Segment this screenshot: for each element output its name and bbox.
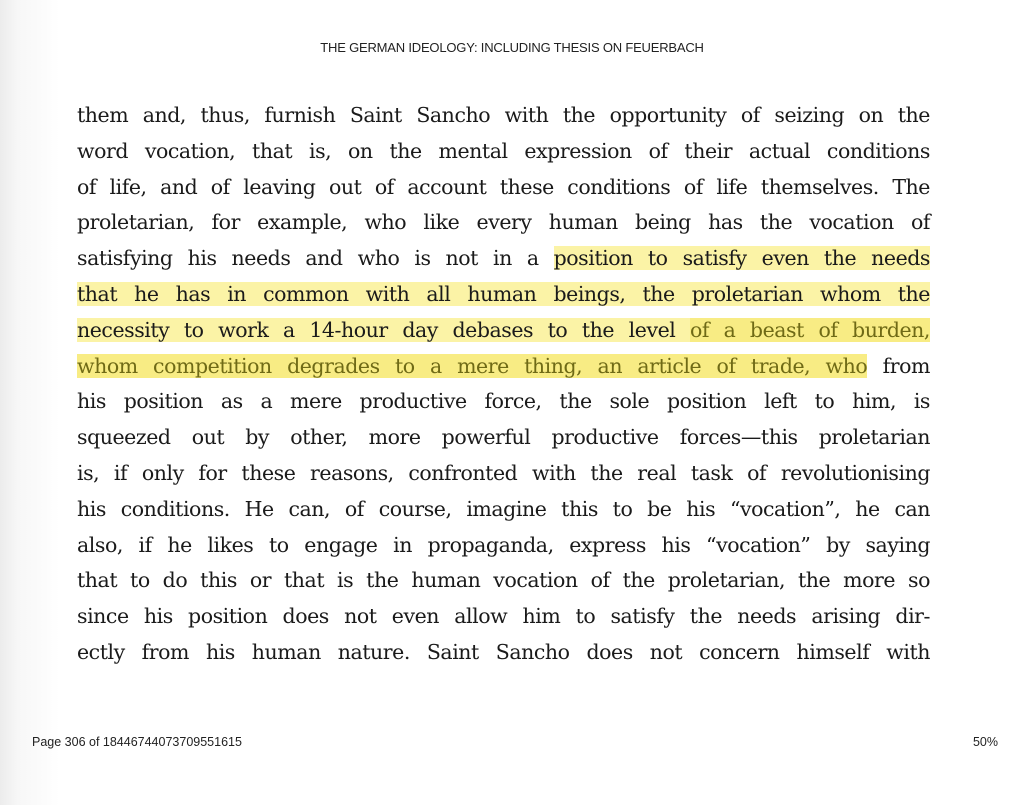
text-line: word vocation, that is, on the mental expression of their actual conditions (77, 138, 930, 163)
text-line (77, 277, 930, 313)
highlight-span[interactable]: necessity to work a 14-hour day debases to the level (77, 317, 690, 342)
page-body-text[interactable] (77, 98, 930, 671)
page-indicator: Page 306 of 18446744073709551615 (32, 735, 242, 749)
text-line: his position as a mere productive force, the sole position left to him, is (77, 389, 930, 414)
text-line: is, if only for these reasons, confronted with the real task of revolutionising (77, 460, 930, 485)
highlight-span-strong[interactable]: whom competition degrades to a mere thing, an article of trade, who (77, 353, 868, 378)
text-line: since his position does not even allow him to satisfy the needs arising dir- (77, 604, 930, 629)
text-line: proletarian, for example, who like every human being has the vocation of (77, 210, 930, 235)
text-line: of life, and of leaving out of account these conditions of life themselves. The (77, 174, 930, 199)
highlight-span-strong[interactable]: of a beast of burden, (689, 317, 930, 342)
text-line (77, 313, 930, 349)
highlight-span[interactable]: that he has in common with all human beings, the proletarian whom the (77, 281, 930, 306)
text-line: that to do this or that is the human vocation of the proletarian, the more so (77, 568, 930, 593)
text-line: squeezed out by other, more powerful productive forces—this proletarian (77, 425, 930, 450)
text-line: his conditions. He can, of course, imagine this to be his “vocation”, he can (77, 496, 930, 521)
text-line: them and, thus, furnish Saint Sancho with the opportunity of seizing on the (77, 103, 930, 127)
highlight-span[interactable]: position to satisfy even the needs (553, 246, 930, 271)
text-line: ectly from his human nature. Saint Sancho does not concern himself with (77, 639, 930, 664)
book-title-header: THE GERMAN IDEOLOGY: INCLUDING THESIS ON FEUERBACH (320, 40, 704, 55)
text-line: whom competition degrades to a mere thing, an article of trade, who from (77, 353, 931, 378)
text-line: also, if he likes to engage in propaganda, express his “vocation” by saying (77, 532, 930, 557)
reading-progress: 50% (972, 735, 998, 749)
text-line: satisfying his needs and who is not in a position to satisfy even the needs (77, 246, 930, 271)
